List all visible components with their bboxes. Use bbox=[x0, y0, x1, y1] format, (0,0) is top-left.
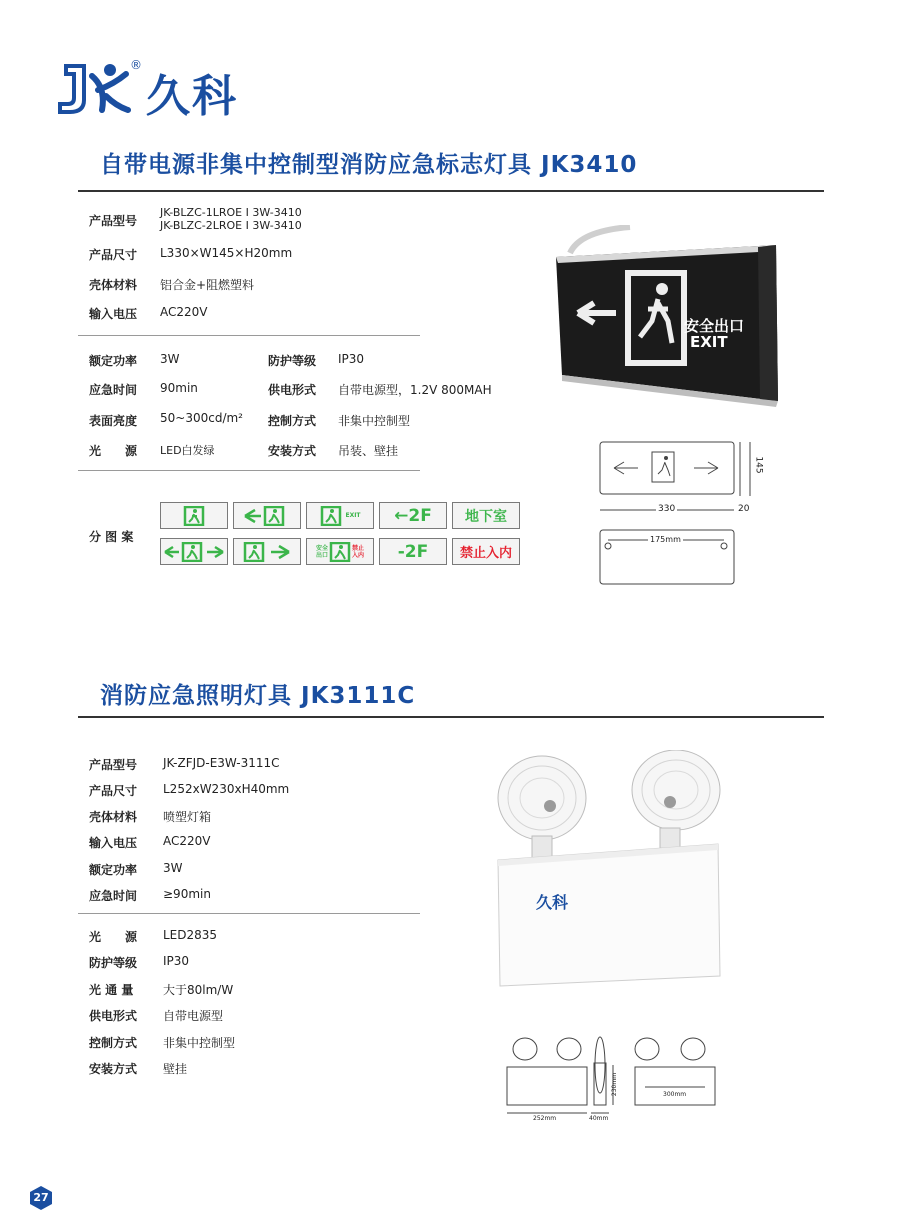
spec-label: 产品型号 bbox=[89, 214, 138, 228]
emergency-light-product-photo bbox=[490, 750, 740, 995]
dim-spacing: 175mm bbox=[650, 535, 681, 544]
sign-both-arrows bbox=[160, 538, 228, 565]
spec-label: 产品尺寸 bbox=[89, 784, 138, 798]
spec-value: 非集中控制型 bbox=[338, 414, 411, 428]
spec-label: 供电形式 bbox=[89, 1009, 138, 1023]
spec-value: L252xW230xH40mm bbox=[163, 782, 290, 796]
spec-label: 应急时间 bbox=[89, 889, 138, 903]
sign-safe-text: 安全出口 bbox=[315, 544, 328, 559]
sign-arrow-left-door bbox=[233, 502, 301, 529]
spec-value: 大于80lm/W bbox=[163, 983, 234, 997]
double-arrow-door-icon bbox=[163, 542, 225, 562]
product-sign-en: EXIT bbox=[690, 333, 728, 351]
emergency-light-dimension-drawing bbox=[505, 1035, 725, 1130]
spec-label: 壳体材料 bbox=[89, 278, 138, 292]
product-sign-cn: 安全出口 bbox=[684, 317, 745, 335]
spec-value: 50~300cd/m² bbox=[160, 411, 243, 425]
sign-floor-minus: -2F bbox=[379, 538, 447, 565]
dim-depth: 20 bbox=[738, 504, 750, 514]
spec-value: JK-ZFJD-E3W-3111C bbox=[163, 756, 280, 770]
sign-exit-text: EXIT bbox=[345, 512, 361, 519]
spec-value: LED2835 bbox=[163, 928, 218, 942]
emergency-light-product-icon bbox=[490, 750, 740, 995]
product-logo: 久科 bbox=[536, 893, 569, 912]
sign-floor: ←2F bbox=[379, 502, 447, 529]
logo-text: 久科 bbox=[146, 71, 238, 122]
spec-value: 3W bbox=[160, 352, 180, 366]
spec-label: 输入电压 bbox=[89, 307, 138, 321]
spec-label: 控制方式 bbox=[89, 1036, 138, 1050]
exit-door-icon bbox=[182, 506, 206, 526]
dim-height: 145 bbox=[753, 456, 764, 474]
registered-mark: ® bbox=[130, 58, 142, 72]
spec-label: 安装方式 bbox=[268, 444, 317, 458]
spec-label: 表面亮度 bbox=[89, 414, 138, 428]
arrow-left-door-icon bbox=[241, 506, 293, 526]
spec-value: 壁挂 bbox=[163, 1062, 188, 1076]
sign-safe-forbid bbox=[306, 538, 374, 565]
dimension-drawing-icon bbox=[596, 440, 766, 590]
exit-door-icon bbox=[329, 542, 351, 562]
logo-mark-icon bbox=[58, 60, 138, 116]
exit-sign-product-photo bbox=[550, 225, 790, 415]
divider bbox=[78, 913, 420, 914]
exit-door-icon bbox=[319, 506, 343, 526]
spec-label: 光 源 bbox=[89, 444, 138, 458]
divider bbox=[78, 335, 420, 336]
spec-value: IP30 bbox=[338, 352, 365, 366]
spec-label: 安装方式 bbox=[89, 1062, 138, 1076]
spec-value: L330×W145×H20mm bbox=[160, 246, 293, 260]
spec-label: 壳体材料 bbox=[89, 810, 138, 824]
spec-value: 喷塑灯箱 bbox=[163, 810, 212, 824]
spec-label: 防护等级 bbox=[268, 354, 317, 368]
spec-value: 自带电源型 bbox=[163, 1009, 224, 1023]
spec-value: AC220V bbox=[163, 834, 211, 848]
spec-value: 自带电源型，1.2V 800MAH bbox=[338, 383, 492, 397]
spec-label: 产品尺寸 bbox=[89, 248, 138, 262]
spec-label: 供电形式 bbox=[268, 383, 317, 397]
sign-forbid-text: 禁止入内 bbox=[351, 544, 364, 559]
section2-rule bbox=[78, 716, 824, 718]
divider bbox=[78, 470, 420, 471]
sign-door-arrow-right bbox=[233, 538, 301, 565]
pattern-label: 分 图 案 bbox=[89, 530, 134, 544]
dim-width: 330 bbox=[658, 504, 676, 514]
spec-value: AC220V bbox=[160, 305, 208, 319]
page-number: 27 bbox=[33, 1191, 49, 1204]
spec-label: 光 通 量 bbox=[89, 983, 134, 997]
spec-label: 额定功率 bbox=[89, 863, 138, 877]
dim-height: 230mm bbox=[611, 1072, 619, 1097]
spec-value: 吊装、壁挂 bbox=[338, 444, 399, 458]
spec-value: ≥90min bbox=[163, 887, 211, 901]
spec-label: 控制方式 bbox=[268, 414, 317, 428]
sign-door bbox=[160, 502, 228, 529]
section2-title: 消防应急照明灯具 JK3111C bbox=[100, 683, 416, 709]
spec-value: LED白发绿 bbox=[160, 444, 215, 457]
spec-value: 非集中控制型 bbox=[163, 1036, 236, 1050]
spec-value: 3W bbox=[163, 861, 183, 875]
spec-label: 额定功率 bbox=[89, 354, 138, 368]
spec-label: 输入电压 bbox=[89, 836, 138, 850]
sign-no-entry: 禁止入内 bbox=[452, 538, 520, 565]
sign-door-exit bbox=[306, 502, 374, 529]
dim-spacing: 300mm bbox=[663, 1091, 687, 1098]
spec-label: 光 源 bbox=[89, 930, 138, 944]
section1-title: 自带电源非集中控制型消防应急标志灯具 JK3410 bbox=[100, 152, 638, 178]
sign-basement: 地下室 bbox=[452, 502, 520, 529]
spec-value: 铝合金+阻燃塑料 bbox=[160, 278, 255, 292]
spec-value: JK-BLZC-2LROE I 3W-3410 bbox=[160, 219, 302, 232]
spec-value: IP30 bbox=[163, 954, 190, 968]
spec-label: 应急时间 bbox=[89, 383, 138, 397]
dim-width: 252mm bbox=[533, 1115, 557, 1122]
page-number-badge bbox=[30, 1186, 52, 1210]
section1-rule bbox=[78, 190, 824, 192]
spec-value: 90min bbox=[160, 381, 198, 395]
door-arrow-right-icon bbox=[241, 542, 293, 562]
spec-value: JK-BLZC-1LROE I 3W-3410 bbox=[160, 206, 302, 219]
spec-label: 防护等级 bbox=[89, 956, 138, 970]
spec-label: 产品型号 bbox=[89, 758, 138, 772]
exit-sign-dimension-drawing bbox=[596, 440, 766, 590]
brand-logo bbox=[58, 58, 248, 122]
dim-depth: 40mm bbox=[589, 1115, 609, 1122]
